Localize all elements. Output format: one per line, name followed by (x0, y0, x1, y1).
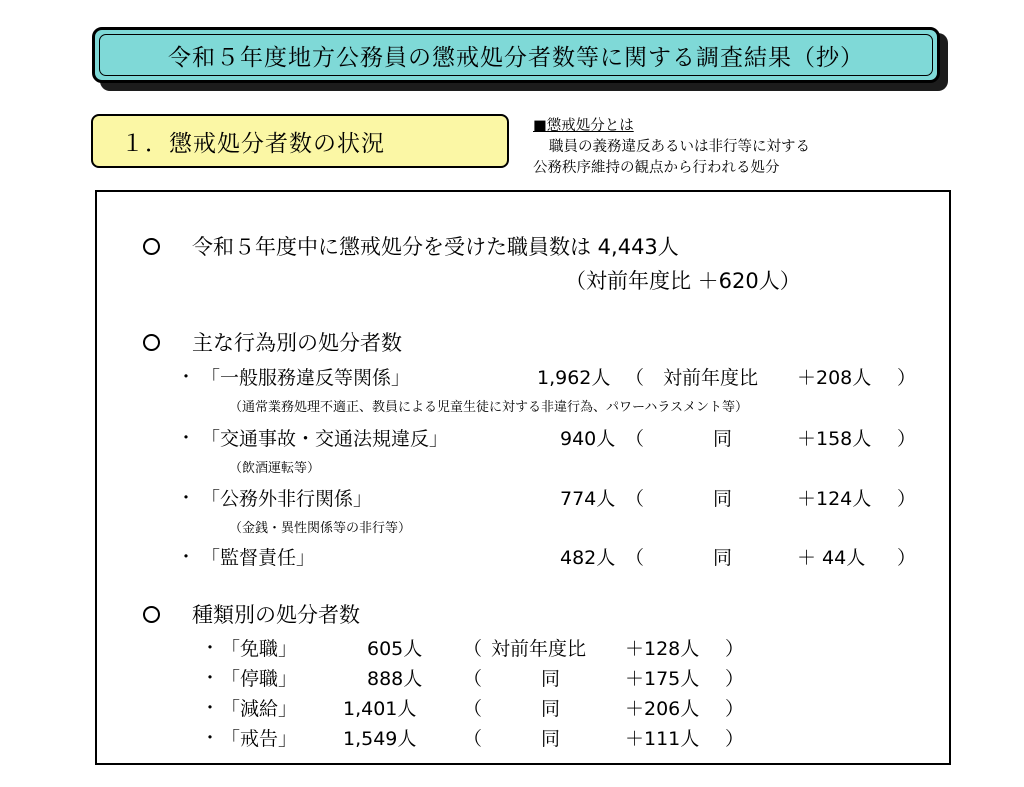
type-label: 「戒告」 (221, 728, 298, 750)
summary-line-2: （対前年度比 ＋620人） (565, 269, 801, 293)
bullet-dot: ・ (201, 638, 219, 659)
bullet-dot: ・ (201, 698, 219, 719)
type-change: ＋128人 (625, 638, 700, 660)
act-label: 「公務外非行関係」 (201, 488, 373, 510)
act-label: 「交通事故・交通法規違反」 (201, 428, 449, 450)
type-count: 1,549人 (343, 728, 417, 750)
type-change: ＋111人 (625, 728, 700, 750)
act-count: 482人 (560, 547, 616, 569)
paren-open: （ (625, 428, 645, 450)
act-change: ＋124人 (797, 488, 872, 510)
type-count: 605人 (367, 638, 423, 660)
paren-open: （ (463, 698, 483, 720)
paren-open: （ (463, 668, 483, 690)
bullet-dot: ・ (177, 547, 195, 568)
page-title: 令和５年度地方公務員の懲戒処分者数等に関する調査結果（抄） (168, 44, 864, 71)
paren-close: ） (897, 428, 917, 450)
type-change: ＋206人 (625, 698, 700, 720)
note-title: ■懲戒処分とは (533, 118, 634, 134)
paren-close: ） (897, 488, 917, 510)
bullet-dot: ・ (201, 668, 219, 689)
summary-line-1: 令和５年度中に懲戒処分を受けた職員数は 4,443人 (192, 235, 679, 259)
paren-open: （ (625, 367, 645, 389)
by-type-heading: 種類別の処分者数 (192, 603, 360, 627)
title-banner (92, 27, 940, 83)
circle-bullet (143, 606, 160, 623)
ratio-label: 同 (541, 728, 561, 750)
bullet-dot: ・ (177, 488, 195, 509)
paren-open: （ (625, 488, 645, 510)
act-note: （飲酒運転等） (229, 461, 321, 476)
act-count: 1,962人 (537, 367, 611, 389)
paren-close: ） (725, 638, 745, 660)
type-label: 「減給」 (221, 698, 298, 720)
ratio-label: 同 (713, 428, 733, 450)
bullet-dot: ・ (177, 428, 195, 449)
note-line-3: 公務秩序維持の観点から行われる処分 (533, 160, 780, 176)
ratio-label: 対前年度比 (663, 367, 759, 389)
act-change: ＋208人 (797, 367, 872, 389)
paren-close: ） (897, 367, 917, 389)
paren-open: （ (463, 638, 483, 660)
type-change: ＋175人 (625, 668, 700, 690)
ratio-label: 同 (541, 668, 561, 690)
paren-close: ） (725, 698, 745, 720)
paren-close: ） (725, 728, 745, 750)
act-change: ＋158人 (797, 428, 872, 450)
note-line-2: 職員の義務違反あるいは非行等に対する (549, 139, 810, 155)
bullet-dot: ・ (201, 728, 219, 749)
section-heading: １．懲戒処分者数の状況 (91, 114, 509, 168)
act-count: 940人 (560, 428, 616, 450)
bullet-dot: ・ (177, 367, 195, 388)
paren-close: ） (897, 547, 917, 569)
act-note: （通常業務処理不適正、教員による児童生徒に対する非違行為、パワーハラスメント等） (229, 400, 748, 415)
act-label: 「一般服務違反等関係」 (201, 367, 411, 389)
definition-note (533, 116, 810, 179)
act-count: 774人 (560, 488, 616, 510)
by-act-heading: 主な行為別の処分者数 (192, 331, 402, 355)
paren-close: ） (725, 668, 745, 690)
act-note: （金銭・異性関係等の非行等） (229, 521, 412, 536)
circle-bullet (143, 334, 160, 351)
ratio-label: 対前年度比 (491, 638, 587, 660)
paren-open: （ (463, 728, 483, 750)
paren-open: （ (625, 547, 645, 569)
act-label: 「監督責任」 (201, 547, 316, 569)
content-box (95, 190, 951, 765)
type-count: 1,401人 (343, 698, 417, 720)
ratio-label: 同 (541, 698, 561, 720)
act-change: ＋ 44人 (797, 547, 866, 569)
type-label: 「停職」 (221, 668, 298, 690)
ratio-label: 同 (713, 488, 733, 510)
type-count: 888人 (367, 668, 423, 690)
circle-bullet (143, 238, 160, 255)
type-label: 「免職」 (221, 638, 298, 660)
ratio-label: 同 (713, 547, 733, 569)
